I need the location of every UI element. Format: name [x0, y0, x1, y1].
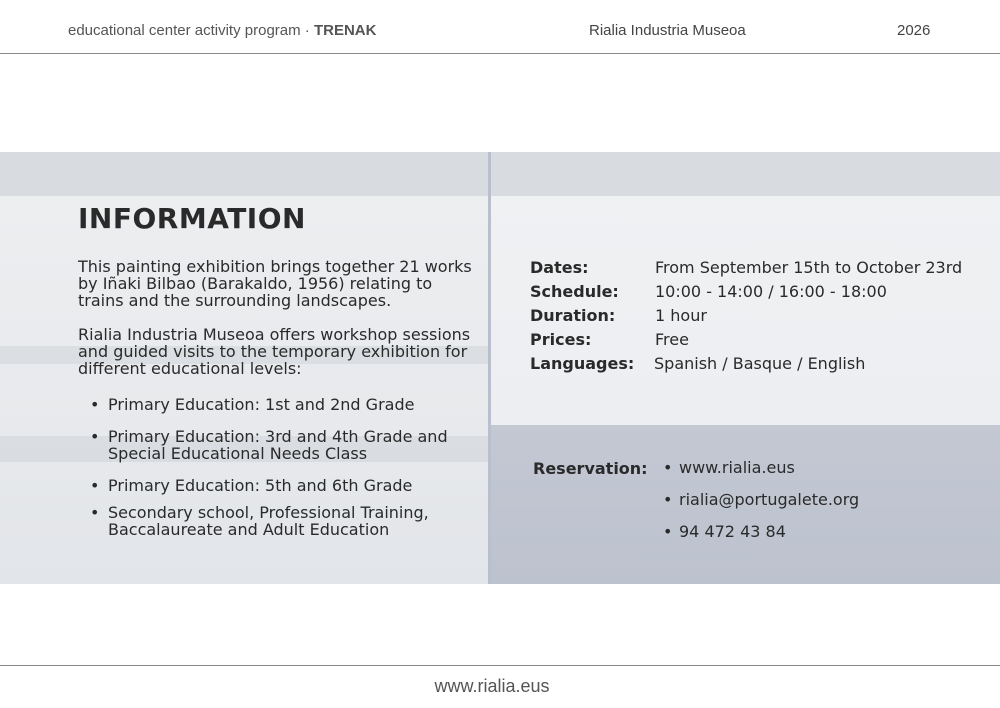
- list-item: • Primary Education: 3rd and 4th Grade and Special Educational Needs Class: [108, 428, 508, 462]
- detail-label: Schedule:: [530, 282, 619, 301]
- email-link[interactable]: • rialia@portugalete.org: [679, 490, 859, 522]
- activities-description: Rialia Industria Museoa offers workshop sessions and guided visits to the temporary exhibition for different educational levels:: [78, 325, 471, 378]
- detail-value: Spanish / Basque / English: [654, 354, 866, 373]
- top-photo-strip: [0, 152, 1000, 196]
- phone-number[interactable]: • 94 472 43 84: [679, 522, 859, 554]
- info-heading: INFORMATION: [78, 202, 306, 235]
- exhibition-description: This painting exhibition brings together 21 works by Iñaki Bilbao (Barakaldo, 1956) relating to trains and the surrounding landscapes.: [78, 257, 472, 310]
- detail-label: Prices:: [530, 330, 592, 349]
- list-item: • Primary Education: 5th and 6th Grade: [108, 477, 508, 494]
- reservation-contacts: [679, 458, 859, 554]
- detail-value: 1 hour: [655, 306, 707, 325]
- footer-website-link[interactable]: www.rialia.eus: [434, 676, 550, 696]
- detail-label: Dates:: [530, 258, 589, 277]
- education-levels-list: [78, 396, 508, 553]
- detail-label: Duration:: [530, 306, 616, 325]
- page-header: [0, 0, 1000, 54]
- website-link[interactable]: • www.rialia.eus: [679, 458, 859, 490]
- list-item: • Secondary school, Professional Training, Baccalaureate and Adult Education: [108, 504, 508, 538]
- page-footer: [0, 665, 1000, 708]
- program-label: educational center activity program ·: [68, 22, 314, 39]
- program-title: [68, 22, 376, 39]
- detail-label: Languages:: [530, 354, 635, 373]
- reservation-label: Reservation:: [533, 459, 648, 478]
- brand-name: TRENAK: [313, 22, 377, 39]
- detail-value: 10:00 - 14:00 / 16:00 - 18:00: [655, 282, 887, 301]
- museum-name: Rialia Industria Museoa: [589, 22, 746, 39]
- program-year: 2026: [897, 22, 931, 39]
- detail-value: Free: [655, 330, 689, 349]
- detail-value: From September 15th to October 23rd: [655, 258, 963, 277]
- list-item: • Primary Education: 1st and 2nd Grade: [108, 396, 508, 413]
